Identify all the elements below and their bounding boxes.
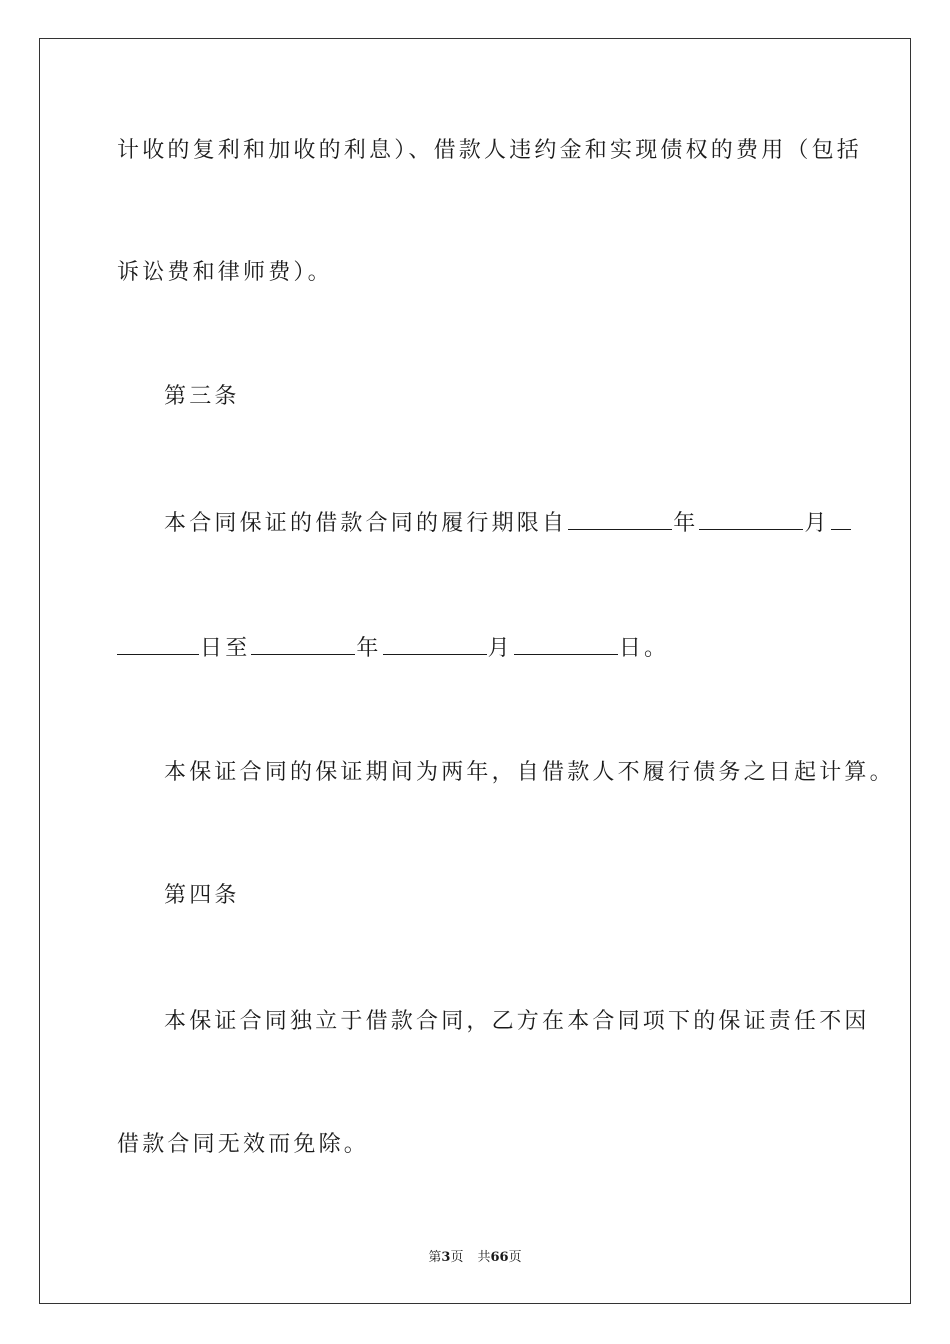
paragraph-line: 本保证合同的保证期间为两年，自借款人不履行债务之日起计算。: [164, 760, 895, 785]
end-month-unit: 月: [487, 636, 513, 661]
end-day-blank: [514, 632, 618, 655]
footer-total-suffix: 页: [508, 1250, 522, 1265]
day-to-unit: 日至: [200, 636, 251, 661]
day-blank-part1: [831, 507, 851, 530]
footer-page-suffix: 页: [450, 1250, 464, 1265]
term-line-start: [164, 507, 852, 539]
footer-page-prefix: 第: [428, 1250, 442, 1265]
page-border: [39, 38, 911, 1304]
end-month-blank: [383, 632, 487, 655]
page-footer: [0, 1246, 950, 1265]
footer-total-prefix: 共: [477, 1250, 491, 1265]
end-year-blank: [251, 632, 355, 655]
end-day-unit: 日。: [618, 636, 670, 661]
paragraph-line: 借款合同无效而免除。: [117, 1132, 370, 1157]
year-blank: [568, 507, 672, 530]
paragraph-line: 本保证合同独立于借款合同，乙方在本合同项下的保证责任不因: [164, 1009, 870, 1034]
paragraph-line: 诉讼费和律师费）。: [117, 260, 333, 285]
year-unit: 年: [673, 511, 699, 536]
footer-total-pages: 66: [490, 1250, 509, 1265]
article-heading: 第四条: [164, 883, 240, 908]
end-year-unit: 年: [356, 636, 382, 661]
month-blank: [699, 507, 803, 530]
term-prefix-text: 本合同保证的借款合同的履行期限自: [164, 511, 568, 536]
footer-page-number: 3: [441, 1250, 451, 1265]
month-unit: 月: [804, 511, 830, 536]
term-line-end: [117, 632, 669, 664]
article-heading: 第三条: [164, 384, 240, 409]
day-blank-part2: [117, 632, 199, 655]
paragraph-line: 计收的复利和加收的利息）、借款人违约金和实现债权的费用（包括: [117, 138, 863, 163]
